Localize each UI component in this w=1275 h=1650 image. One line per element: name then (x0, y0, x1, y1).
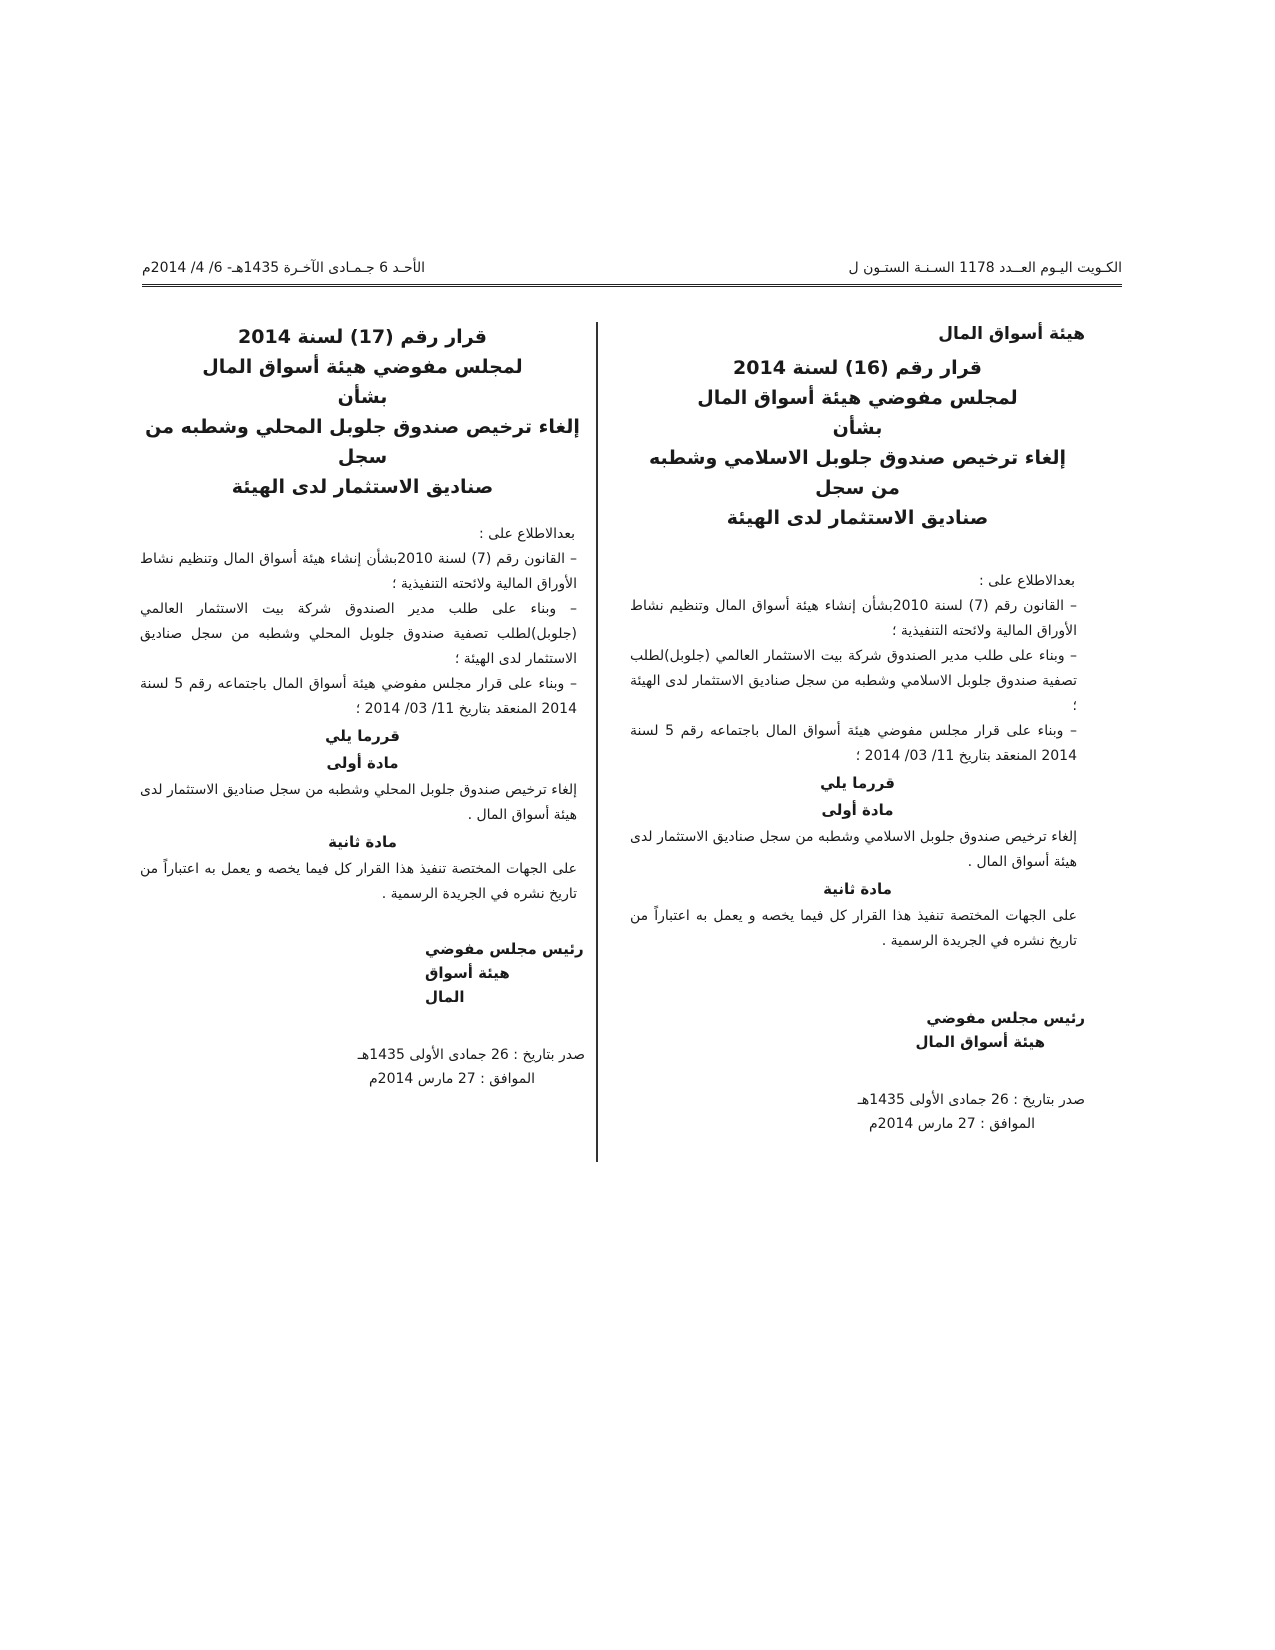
decision-title (630, 353, 1085, 533)
preamble (630, 569, 1085, 769)
issue-dates (630, 1088, 1085, 1136)
preamble-intro: بعدالاطلاع على : (479, 526, 575, 542)
preamble-clause: – القانون رقم (7) لسنة 2010بشأن إنشاء هيئة أسواق المال وتنظيم نشاط الأوراق المالية ولائحته التنفيذية ؛ (630, 598, 1077, 639)
article-1-heading: مادة أولى (821, 801, 894, 819)
decision-16-column (630, 322, 1085, 1136)
title-line: إلغاء ترخيص صندوق جلوبل المحلي وشطبه من (145, 416, 580, 438)
corresponding-date: الموافق : 27 مارس 2014م (368, 1071, 535, 1087)
article-2-text: على الجهات المختصة تنفيذ هذا القرار كل فيما يخصه و يعمل به اعتباراً من تاريخ نشره في الجريدة الرسمية . (630, 908, 1077, 949)
decision-title (140, 322, 585, 502)
title-line: إلغاء ترخيص صندوق جلوبل الاسلامي وشطبه (649, 447, 1066, 469)
article-1-text: إلغاء ترخيص صندوق جلوبل الاسلامي وشطبه من سجل صناديق الاستثمار لدى هيئة أسواق المال . (630, 829, 1077, 870)
preamble-clause: – القانون رقم (7) لسنة 2010بشأن إنشاء هيئة أسواق المال وتنظيم نشاط الأوراق المالية ولائحته التنفيذية ؛ (140, 551, 577, 592)
title-line: لمجلس مفوضي هيئة أسواق المال (202, 356, 523, 378)
article-2-text: على الجهات المختصة تنفيذ هذا القرار كل فيما يخصه و يعمل به اعتباراً من تاريخ نشره في الجريدة الرسمية . (140, 861, 577, 902)
title-line: من سجل (815, 477, 900, 499)
preamble-clause: – وبناء على طلب مدير الصندوق شركة بيت الاستثمار العالمي (جلوبل)لطلب تصفية صندوق جلوبل الاسلامي وشطبه من سجل صناديق الاستثمار لدى الهيئة ؛ (630, 648, 1077, 714)
issued-date: صدر بتاريخ : 26 جمادى الأولى 1435هـ (357, 1047, 585, 1063)
signature-org: هيئة أسواق المال (915, 1033, 1045, 1051)
preamble-clause: – وبناء على قرار مجلس مفوضي هيئة أسواق المال باجتماعه رقم 5 لسنة 2014 المنعقد بتاريخ 11/ 03/ 2014 ؛ (140, 676, 577, 717)
preamble-clause: – وبناء على طلب مدير الصندوق شركة بيت الاستثمار العالمي (جلوبل)لطلب تصفية صندوق جلوبل المحلي وشطبه من سجل صناديق الاستثمار لدى الهيئة ؛ (140, 601, 577, 667)
title-line: بشأن (832, 417, 883, 439)
header-publication-info: الكـويت اليـوم العــدد 1178 السـنـة الستـون ل (848, 260, 1122, 276)
preamble-intro: بعدالاطلاع على : (979, 573, 1075, 589)
column-divider (596, 322, 598, 1162)
signature-block (425, 937, 585, 1009)
decided-heading: قررما يلي (325, 727, 400, 745)
decision-17-column (140, 322, 585, 1091)
title-line: صناديق الاستثمار لدى الهيئة (726, 507, 989, 529)
issued-date: صدر بتاريخ : 26 جمادى الأولى 1435هـ (857, 1092, 1085, 1108)
decided-heading: قررما يلي (820, 774, 895, 792)
corresponding-date: الموافق : 27 مارس 2014م (868, 1116, 1035, 1132)
organization-name: هيئة أسواق المال (938, 324, 1085, 344)
title-line: قرار رقم (16) لسنة 2014 (733, 357, 982, 379)
article-2-heading: مادة ثانية (823, 880, 892, 898)
signature-org: هيئة أسواق المال (425, 964, 510, 1006)
preamble (140, 522, 585, 722)
article-1-heading: مادة أولى (326, 754, 399, 772)
signature-title: رئيس مجلس مفوضي (926, 1009, 1085, 1027)
title-line: قرار رقم (17) لسنة 2014 (238, 326, 487, 348)
title-line: لمجلس مفوضي هيئة أسواق المال (697, 387, 1018, 409)
page-header (142, 258, 1122, 287)
preamble-clause: – وبناء على قرار مجلس مفوضي هيئة أسواق المال باجتماعه رقم 5 لسنة 2014 المنعقد بتاريخ 11/ 03/ 2014 ؛ (630, 723, 1077, 764)
article-1-text: إلغاء ترخيص صندوق جلوبل المحلي وشطبه من سجل صناديق الاستثمار لدى هيئة أسواق المال . (140, 782, 577, 823)
title-line: بشأن (337, 386, 388, 408)
title-line: سجل (337, 446, 388, 468)
article-2-heading: مادة ثانية (328, 833, 397, 851)
signature-title: رئيس مجلس مفوضي (425, 940, 584, 958)
issue-dates (140, 1043, 585, 1091)
title-line: صناديق الاستثمار لدى الهيئة (231, 476, 494, 498)
signature-block (630, 1006, 1085, 1054)
header-date: الأحـد 6 جـمـادى الآخـرة 1435هـ- 6/ 4/ 2014م (142, 260, 426, 276)
